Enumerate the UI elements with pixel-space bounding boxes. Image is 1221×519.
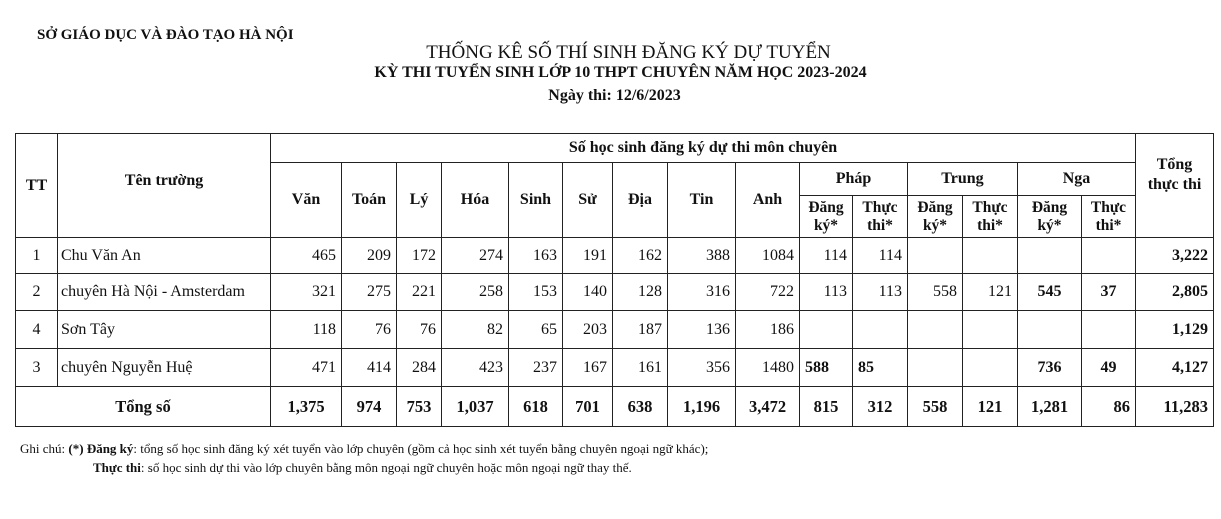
col-header-tt: TT: [16, 134, 58, 238]
row-school-name: chuyên Hà Nội - Amsterdam: [58, 274, 271, 311]
cell-sinh: 163: [509, 238, 563, 274]
cell-ly: 172: [397, 238, 442, 274]
cell-hoa: 82: [442, 311, 509, 349]
cell-phap-thuc-thi: [853, 311, 908, 349]
total-van: 1,375: [271, 387, 342, 427]
row-school-name: chuyên Nguyễn Huệ: [58, 349, 271, 387]
cell-phap-dang-ky: 113: [800, 274, 853, 311]
total-tin: 1,196: [668, 387, 736, 427]
group-header-trung: Trung: [908, 163, 1018, 196]
total-trung-dang-ky: 558: [908, 387, 963, 427]
cell-anh: 722: [736, 274, 800, 311]
cell-tin: 316: [668, 274, 736, 311]
col-header-trung-dang-ky: Đăng ký*: [908, 196, 963, 238]
header-row-1: [16, 134, 1214, 163]
cell-trung-thuc-thi: [963, 349, 1018, 387]
total-nga-thuc-thi: 86: [1082, 387, 1136, 427]
cell-trung-dang-ky: [908, 311, 963, 349]
note-dang-ky-text: : tổng số học sinh đăng ký xét tuyển vào lớp chuyên (gồm cả học sinh xét tuyển bằng chuyên ngoại ngữ khác);: [133, 441, 709, 456]
cell-phap-dang-ky: 588: [800, 349, 853, 387]
document-subtitle: KỲ THI TUYỂN SINH LỚP 10 THPT CHUYÊN NĂM HỌC 2023-2024: [374, 64, 867, 81]
note-thuc-thi-text: : số học sinh dự thi vào lớp chuyên bằng môn ngoại ngữ chuyên hoặc môn ngoại ngữ thay thế.: [140, 460, 632, 475]
cell-van: 465: [271, 238, 342, 274]
note-thuc-thi: [93, 460, 632, 476]
col-header-nga-thuc-thi: Thực thi*: [1082, 196, 1136, 238]
cell-ly: 76: [397, 311, 442, 349]
group-header-subjects: Số học sinh đăng ký dự thi môn chuyên: [271, 134, 1136, 163]
cell-nga-thuc-thi: 49: [1082, 349, 1136, 387]
total-dia: 638: [613, 387, 668, 427]
cell-sinh: 237: [509, 349, 563, 387]
cell-ly: 221: [397, 274, 442, 311]
cell-phap-thuc-thi: 113: [853, 274, 908, 311]
row-school-name: Sơn Tây: [58, 311, 271, 349]
note-thuc-thi-term: Thực thi: [93, 460, 141, 475]
document-title: THỐNG KÊ SỐ THÍ SINH ĐĂNG KÝ DỰ TUYỂN: [426, 42, 831, 63]
cell-total: 3,222: [1136, 238, 1214, 274]
row-tt: 2: [16, 274, 58, 311]
total-sinh: 618: [509, 387, 563, 427]
cell-trung-thuc-thi: [963, 311, 1018, 349]
registration-stats-table: [15, 133, 1214, 427]
table-row: [16, 238, 1214, 274]
cell-phap-thuc-thi: 114: [853, 238, 908, 274]
cell-van: 118: [271, 311, 342, 349]
cell-dia: 187: [613, 311, 668, 349]
cell-phap-thuc-thi: 85: [853, 349, 908, 387]
col-header-ly: Lý: [397, 163, 442, 238]
total-toan: 974: [342, 387, 397, 427]
table-row: [16, 274, 1214, 311]
cell-van: 471: [271, 349, 342, 387]
col-header-toan: Toán: [342, 163, 397, 238]
note-prefix: Ghi chú:: [20, 441, 69, 456]
cell-su: 140: [563, 274, 613, 311]
cell-tin: 356: [668, 349, 736, 387]
cell-nga-dang-ky: [1018, 238, 1082, 274]
cell-ly: 284: [397, 349, 442, 387]
row-tt: 4: [16, 311, 58, 349]
col-header-van: Văn: [271, 163, 342, 238]
total-hoa: 1,037: [442, 387, 509, 427]
cell-van: 321: [271, 274, 342, 311]
cell-dia: 161: [613, 349, 668, 387]
grand-total: 11,283: [1136, 387, 1214, 427]
table-row: [16, 349, 1214, 387]
cell-hoa: 423: [442, 349, 509, 387]
cell-toan: 209: [342, 238, 397, 274]
group-header-phap: Pháp: [800, 163, 908, 196]
row-school-name: Chu Văn An: [58, 238, 271, 274]
cell-toan: 275: [342, 274, 397, 311]
cell-hoa: 274: [442, 238, 509, 274]
col-header-sinh: Sinh: [509, 163, 563, 238]
row-tt: 3: [16, 349, 58, 387]
col-header-nga-dang-ky: Đăng ký*: [1018, 196, 1082, 238]
organization-name: SỞ GIÁO DỤC VÀ ĐÀO TẠO HÀ NỘI: [37, 27, 294, 43]
col-header-tin: Tin: [668, 163, 736, 238]
table-row: [16, 311, 1214, 349]
cell-dia: 128: [613, 274, 668, 311]
cell-trung-dang-ky: [908, 349, 963, 387]
totals-row: [16, 387, 1214, 427]
row-tt: 1: [16, 238, 58, 274]
totals-label: Tổng số: [16, 387, 271, 427]
col-header-school-name: Tên trường: [58, 134, 271, 238]
cell-phap-dang-ky: 114: [800, 238, 853, 274]
cell-nga-dang-ky: 736: [1018, 349, 1082, 387]
cell-dia: 162: [613, 238, 668, 274]
cell-phap-dang-ky: [800, 311, 853, 349]
group-header-nga: Nga: [1018, 163, 1136, 196]
col-header-anh: Anh: [736, 163, 800, 238]
cell-tin: 136: [668, 311, 736, 349]
cell-sinh: 65: [509, 311, 563, 349]
cell-total: 4,127: [1136, 349, 1214, 387]
note-star: (*): [68, 441, 87, 456]
cell-nga-dang-ky: [1018, 311, 1082, 349]
exam-date: Ngày thi: 12/6/2023: [548, 87, 681, 104]
cell-trung-thuc-thi: [963, 238, 1018, 274]
cell-nga-dang-ky: 545: [1018, 274, 1082, 311]
cell-total: 2,805: [1136, 274, 1214, 311]
total-phap-dang-ky: 815: [800, 387, 853, 427]
cell-anh: 186: [736, 311, 800, 349]
cell-anh: 1084: [736, 238, 800, 274]
note-dang-ky: [20, 441, 708, 457]
cell-trung-dang-ky: 558: [908, 274, 963, 311]
total-trung-thuc-thi: 121: [963, 387, 1018, 427]
total-phap-thuc-thi: 312: [853, 387, 908, 427]
col-header-su: Sử: [563, 163, 613, 238]
cell-su: 167: [563, 349, 613, 387]
col-header-trung-thuc-thi: Thực thi*: [963, 196, 1018, 238]
cell-su: 203: [563, 311, 613, 349]
total-anh: 3,472: [736, 387, 800, 427]
cell-nga-thuc-thi: [1082, 311, 1136, 349]
cell-total: 1,129: [1136, 311, 1214, 349]
cell-nga-thuc-thi: [1082, 238, 1136, 274]
col-header-total: Tổng thực thi: [1136, 134, 1214, 238]
cell-trung-dang-ky: [908, 238, 963, 274]
total-nga-dang-ky: 1,281: [1018, 387, 1082, 427]
cell-su: 191: [563, 238, 613, 274]
cell-hoa: 258: [442, 274, 509, 311]
col-header-dia: Địa: [613, 163, 668, 238]
col-header-phap-dang-ky: Đăng ký*: [800, 196, 853, 238]
cell-tin: 388: [668, 238, 736, 274]
cell-sinh: 153: [509, 274, 563, 311]
total-ly: 753: [397, 387, 442, 427]
cell-toan: 414: [342, 349, 397, 387]
col-header-phap-thuc-thi: Thực thi*: [853, 196, 908, 238]
note-dang-ky-term: Đăng ký: [86, 441, 134, 456]
cell-toan: 76: [342, 311, 397, 349]
total-su: 701: [563, 387, 613, 427]
cell-anh: 1480: [736, 349, 800, 387]
cell-nga-thuc-thi: 37: [1082, 274, 1136, 311]
col-header-hoa: Hóa: [442, 163, 509, 238]
cell-trung-thuc-thi: 121: [963, 274, 1018, 311]
